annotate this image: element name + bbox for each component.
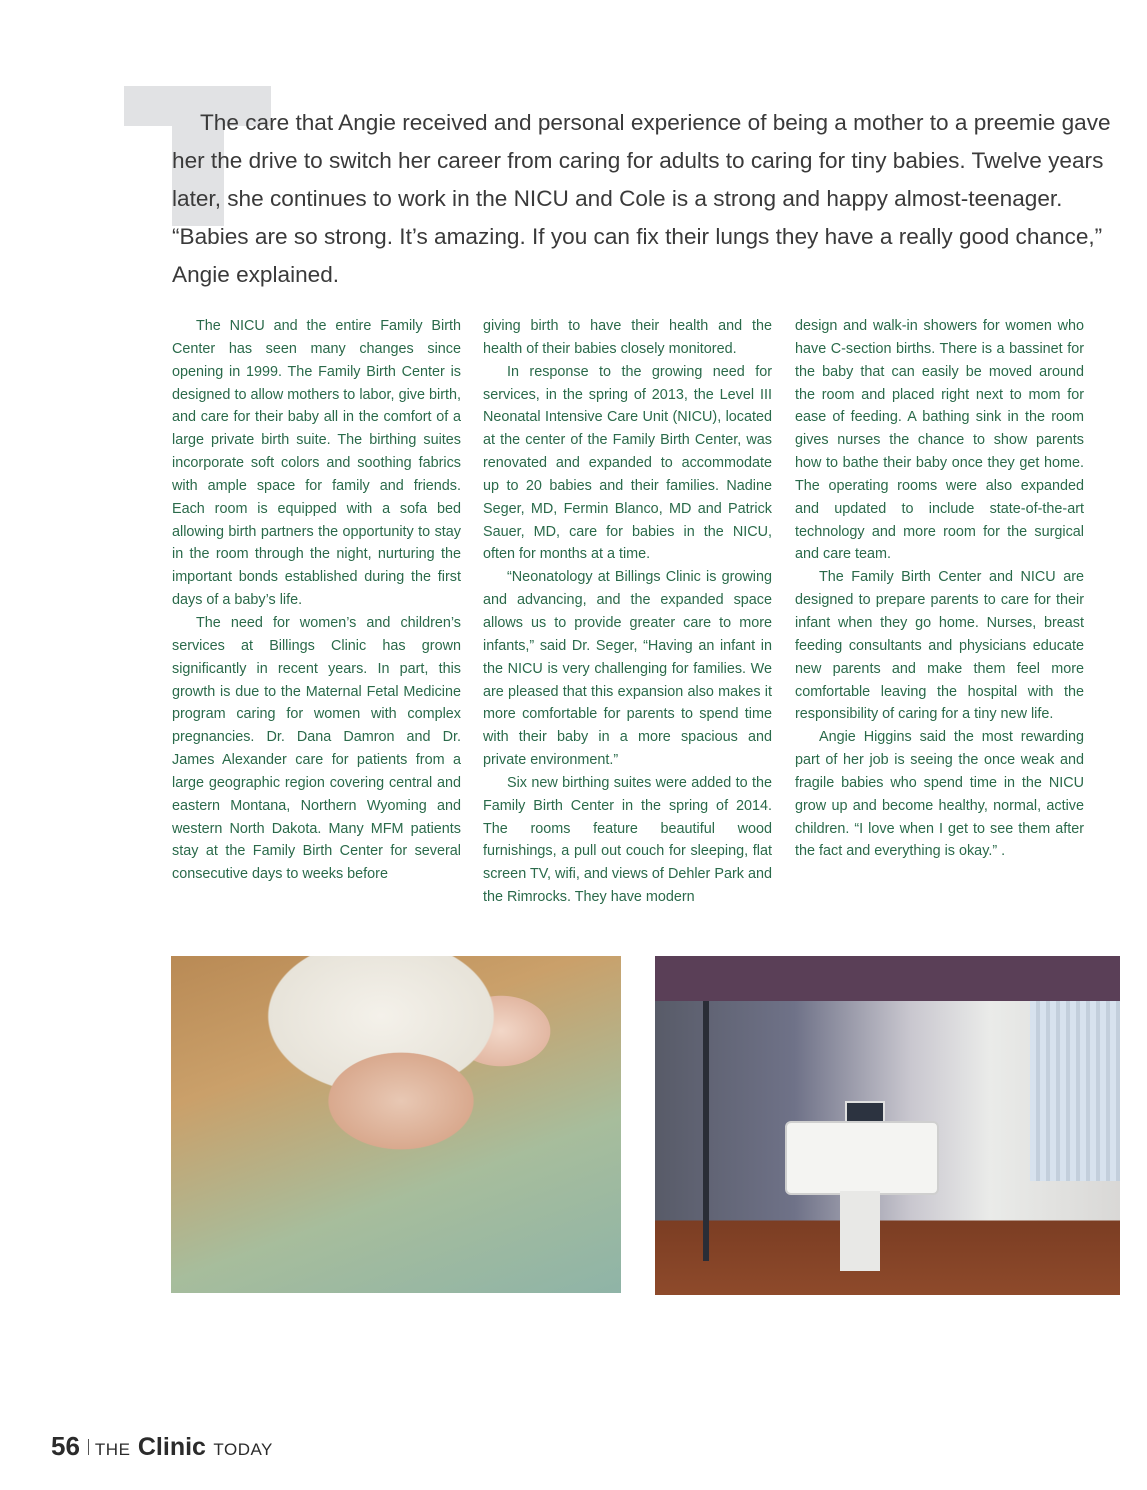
page-number: 56: [51, 1431, 80, 1461]
magazine-title-clinic: Clinic: [137, 1433, 206, 1461]
paragraph: The NICU and the entire Family Birth Center has seen many changes since opening in 1999. The Family Birth Center is designed to allow mothers to labor, give birth, and care for their baby all in the comfort of a large private birth suite. The birthing suites incorporate soft colors and soothing fabrics with ample space for family and friends. Each room is equipped with a sofa bed allowing birth partners the opportunity to stay in the room through the night, nurturing the important bonds established during the first days of a baby’s life.: [172, 318, 461, 609]
pull-quote-line-1: The care that Angie received and personal experience of being a mother to a preemie gave: [200, 110, 1111, 135]
magazine-title-today: TODAY: [213, 1440, 273, 1459]
page-footer: [51, 1431, 273, 1462]
nicu-incubator: [785, 1121, 939, 1195]
magazine-title-the: THE: [94, 1440, 131, 1459]
article-column-1: [172, 315, 461, 886]
paragraph: The need for women’s and children’s services at Billings Clinic has grown significantly in recent years. In part, this growth is due to the Maternal Fetal Medicine program caring for women with complex pregnancies. Dr. Dana Damron and Dr. James Alexander care for patients from a large geographic region covering central and eastern Montana, Northern Wyoming and western North Dakota. Many MFM patients stay at the Family Birth Center for several consecutive days to weeks before: [172, 614, 461, 883]
paragraph: Six new birthing suites were added to the Family Birth Center in the spring of 2014. The rooms feature beautiful wood furnishings, a pull out couch for sleeping, flat screen TV, wifi, and views of Dehler Park and the Rimrocks. They have modern: [483, 774, 772, 906]
pull-quote-line-3: later, she continues to work in the NICU and Cole is a strong and happy almost-teenager.: [172, 186, 1063, 211]
nicu-incubator-stand: [840, 1191, 880, 1271]
newborn-baby-photo: [171, 956, 621, 1293]
paragraph: The Family Birth Center and NICU are designed to prepare parents to care for their infant when they go home. Nurses, breast feeding consultants and physicians educate new parents and make them feel more comfortable leaving the hospital with the responsibility of caring for a tiny new life.: [795, 569, 1084, 723]
nicu-equipment-pole: [703, 1001, 709, 1261]
paragraph: In response to the growing need for services, in the spring of 2013, the Level III Neonatal Intensive Care Unit (NICU), located at the center of the Family Birth Center, was renovated and expanded to accommodate up to 20 babies and their families. Nadine Seger, MD, Fermin Blanco, MD and Patrick Sauer, MD, care for babies in the NICU, often for months at a time.: [483, 363, 772, 563]
article-column-2: [483, 315, 772, 909]
nicu-curtain: [1030, 1001, 1120, 1181]
pull-quote-line-4: “Babies are so strong. It’s amazing. If you can fix their lungs they have a really good chance,”: [172, 224, 1103, 249]
pull-quote: [172, 104, 1111, 294]
paragraph: “Neonatology at Billings Clinic is growing and advancing, and the expanded space allows us to provide greater care to more infants,” said Dr. Seger, “Having an infant in the NICU is very challenging for families. We are pleased that this expansion also makes it more comfortable for parents to spend time with their baby in a more spacious and private environment.”: [483, 569, 772, 769]
nicu-wall: [655, 956, 1120, 1001]
pull-quote-line-2: her the drive to switch her career from caring for adults to caring for tiny babies. Twelve years: [172, 148, 1104, 173]
paragraph: giving birth to have their health and the health of their babies closely monitored.: [483, 318, 772, 357]
paragraph: design and walk-in showers for women who have C-section births. There is a bassinet for the baby that can easily be moved around the room and placed right next to mom for ease of feeding. A bathing sink in the room gives nurses the chance to show parents how to bathe their baby once they get home. The operating rooms were also expanded and updated to include state-of-the-art technology and more room for the surgical and care team.: [795, 318, 1084, 563]
paragraph: Angie Higgins said the most rewarding part of her job is seeing the once weak and fragile babies who spend time in the NICU grow up and become healthy, normal, active children. “I love when I get to see them after the fact and everything is okay.” .: [795, 729, 1084, 860]
article-column-3: [795, 315, 1084, 863]
nicu-room-photo: [655, 956, 1120, 1295]
footer-divider: [88, 1439, 89, 1455]
pull-quote-line-5: Angie explained.: [172, 262, 340, 287]
